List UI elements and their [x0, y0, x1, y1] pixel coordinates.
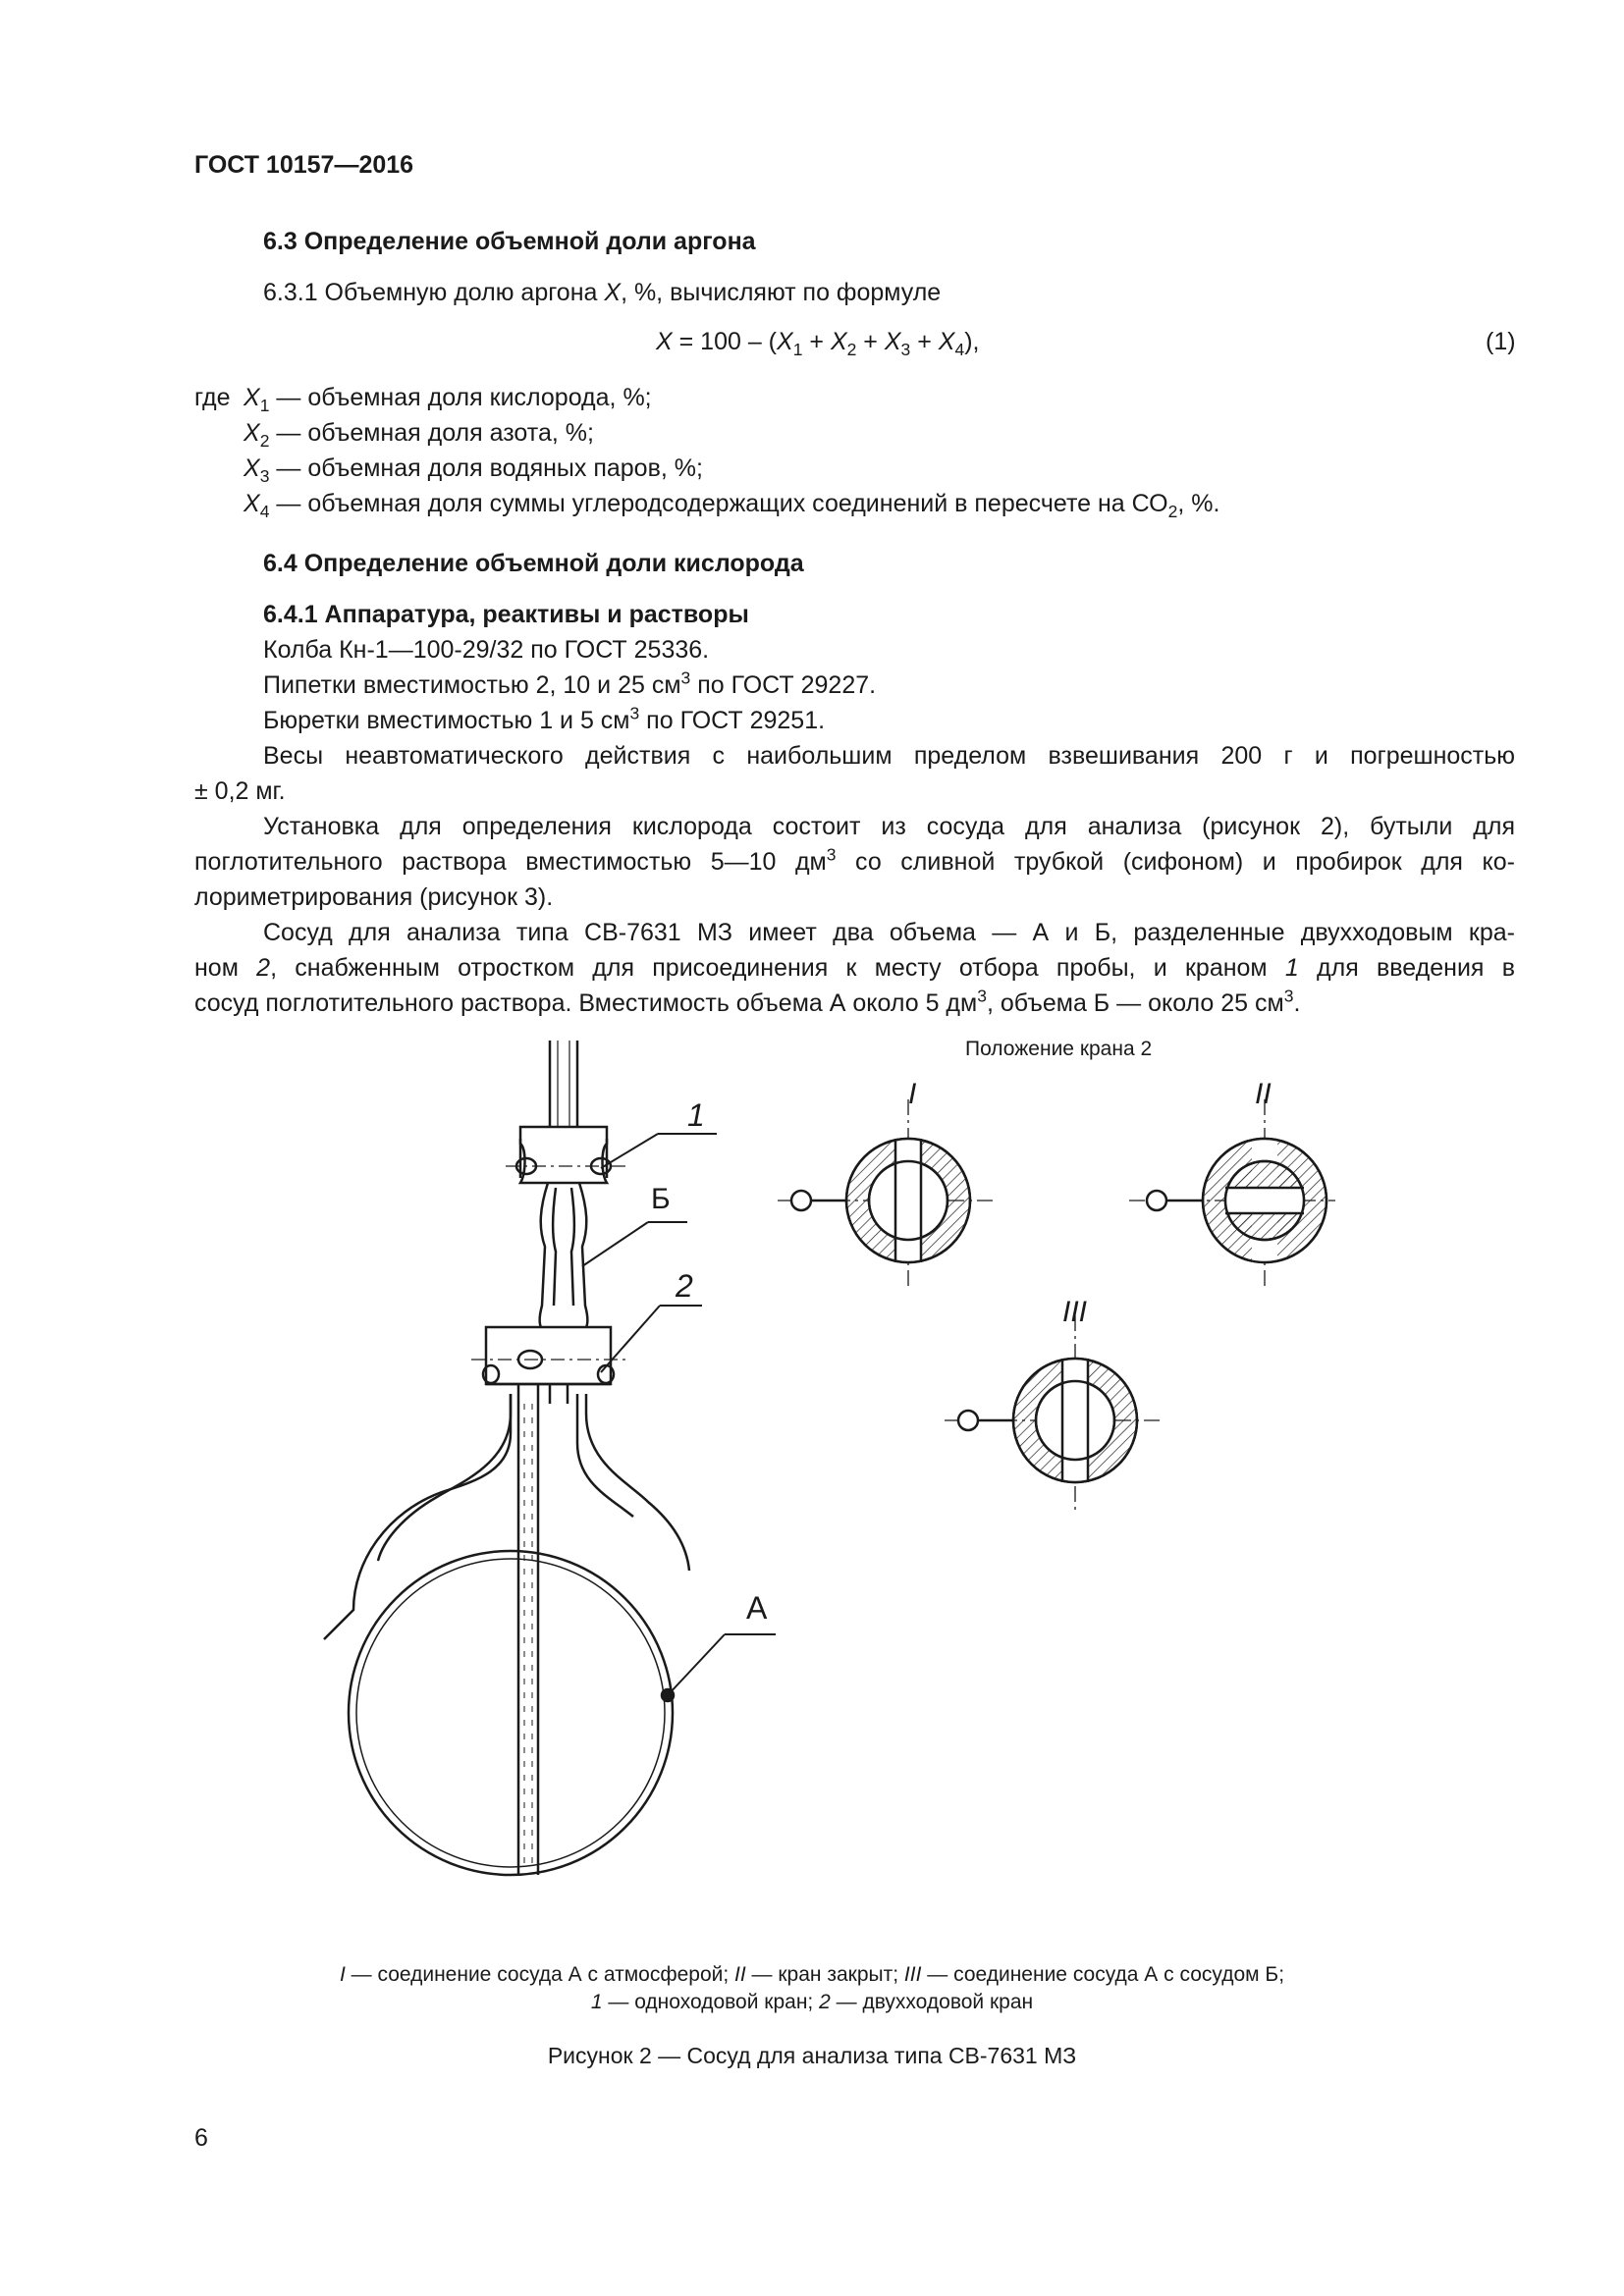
valve-position-iii	[945, 1315, 1164, 1512]
definition-x2: $X_2$ — объемная доля азота, %;	[244, 419, 594, 451]
bulb-a	[324, 1394, 689, 1875]
definition-x3: $X_3$ — объемная доля водяных паров, %;	[244, 454, 703, 486]
vessel-line1: Сосуд для анализа типа СВ-7631 МЗ имеет два объема — А и Б, разделенные двухходовым кра-	[263, 919, 1515, 946]
equipment-scales-line2: ± 0,2 мг.	[194, 777, 286, 805]
standard-header: ГОСТ 10157—2016	[194, 151, 414, 179]
equipment-scales-line1: Весы неавтоматического действия с наибольшим пределом взвешивания 200 г и погрешностью	[263, 742, 1515, 770]
formula-1: $X = 100 - (X_1 + X_2 + X_3 + X_4)$,	[656, 328, 980, 359]
label-volume-b: Б	[651, 1183, 671, 1215]
figure-caption: Рисунок 2 — Сосуд для анализа типа СВ-7631 МЗ	[547, 2043, 1077, 2068]
page-number: 6	[194, 2124, 208, 2152]
equipment-pipettes: Пипетки вместимостью 2, 10 и 25 $см^3$ по ГОСТ 29227.	[263, 667, 877, 699]
installation-line1: Установка для определения кислорода состоит из сосуда для анализа (рисунок 2), бутыли для	[263, 813, 1515, 840]
vessel-line2: ном 2, снабженным отростком для присоединения к месту отбора пробы, и краном 1 для введения в	[194, 954, 1515, 982]
figure-legend-line2: 1 — одноходовой кран; 2 — двухходовой кран	[590, 1991, 1034, 2013]
label-volume-a: А	[746, 1590, 768, 1626]
section-6-3-heading: 6.3 Определение объемной доли аргона	[263, 228, 756, 255]
figure-legend-line1: I — соединение сосуда А с атмосферой; II — кран закрыт; III — соединение сосуда А с сосудом Б;	[339, 1963, 1285, 1986]
installation-line2: поглотительного раствора вместимостью 5—10 $дм^3$ со сливной трубкой (сифоном) и пробирок для ко-	[194, 844, 1515, 876]
where-label: где	[194, 384, 231, 411]
position-iii-label: III	[1062, 1296, 1088, 1328]
valve-position-ii	[1129, 1099, 1335, 1291]
position-ii-label: II	[1255, 1078, 1272, 1110]
position-i-label: I	[908, 1078, 917, 1110]
definition-x1: $X_1$ — объемная доля кислорода, %;	[244, 384, 652, 415]
installation-line3: лориметрирования (рисунок 3).	[194, 883, 554, 911]
valve-position-i	[778, 1099, 997, 1291]
paragraph-6-3-1: 6.3.1 Объемную долю аргона X, %, вычисляют по формуле	[263, 279, 942, 306]
vessel-line3: сосуд поглотительного раствора. Вместимость объема А около 5 $дм^3$, объема Б — около 25 $см^3$.	[194, 986, 1301, 1017]
section-6-4-heading: 6.4 Определение объемной доли кислорода	[263, 550, 804, 577]
formula-number: (1)	[1486, 328, 1516, 355]
valve-2	[471, 1327, 628, 1384]
label-valve-2: 2	[676, 1268, 693, 1304]
top-tube	[550, 1041, 577, 1127]
equipment-flask: Колба Кн-1—100-29/32 по ГОСТ 25336.	[263, 636, 710, 664]
definition-x4: $X_4$ — объемная доля суммы углеродсодержащих соединений в пересчете на $СО_2$, %.	[244, 490, 1220, 521]
section-6-4-1-heading: 6.4.1 Аппаратура, реактивы и растворы	[263, 601, 749, 628]
valve-position-title: Положение крана 2	[965, 1038, 1153, 1060]
inner-tube	[518, 1384, 568, 1875]
equipment-burettes: Бюретки вместимостью 1 и 5 $см^3$ по ГОСТ 29251.	[263, 703, 826, 734]
label-valve-1: 1	[687, 1097, 705, 1133]
valve-1	[506, 1127, 628, 1183]
